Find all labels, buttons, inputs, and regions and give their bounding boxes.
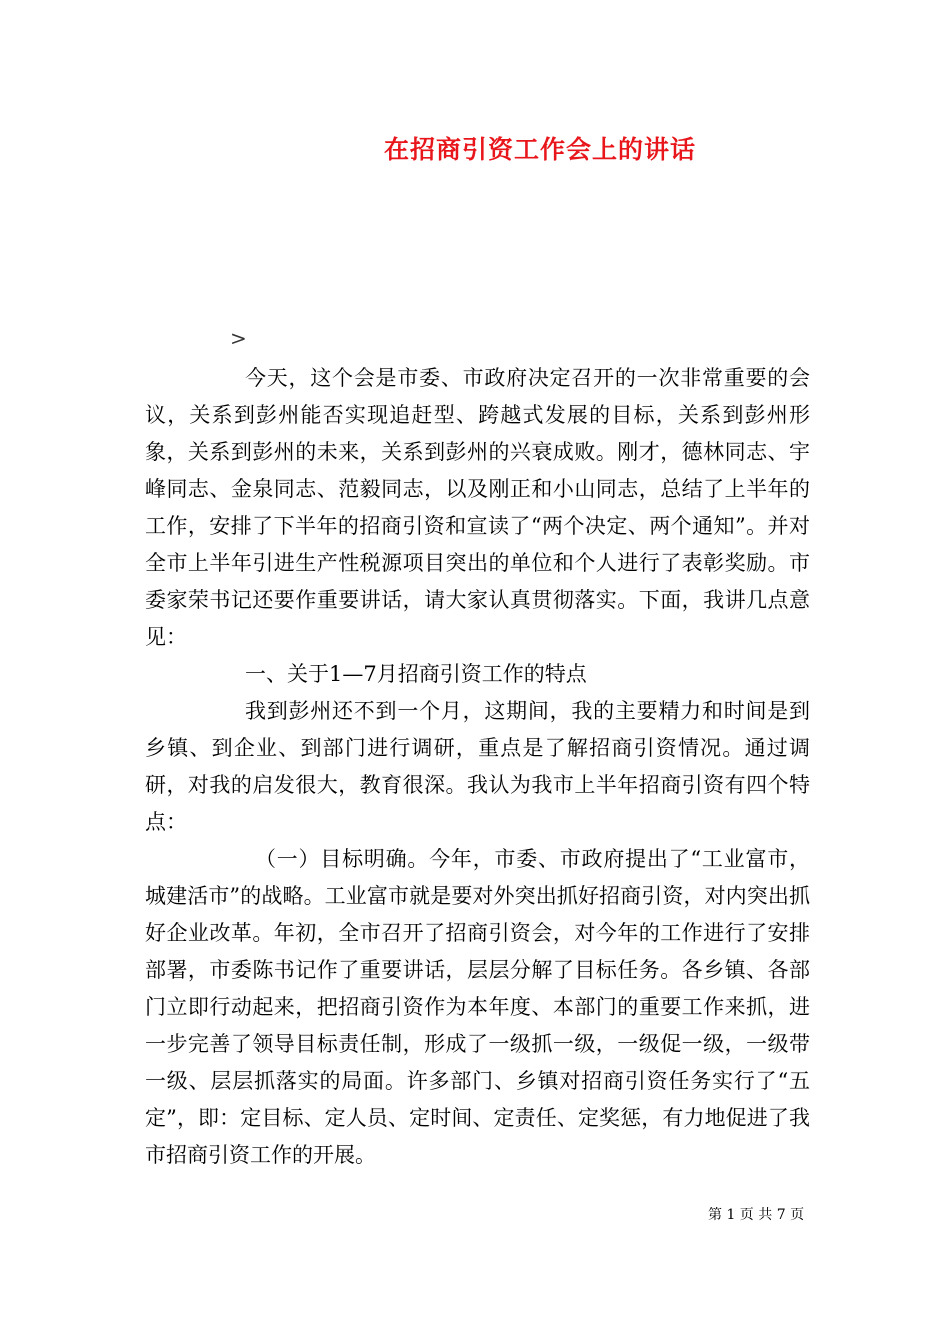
section-heading: 一、关于1—7月招商引资工作的特点 (245, 662, 587, 686)
page-number: 第 1 页 共 7 页 (708, 1207, 805, 1223)
paragraph-point-one: （一）目标明确。今年，市委、市政府提出了“工业富市，城建活市”的战略。工业富市就是要对外突出抓好招商引资，对内突出抓好企业改革。年初，全市召开了招商引资会，对今年的工作进行了安排部署，市委陈书记作了重要讲话，层层分解了目标任务。各乡镇、各部门立即行动起来，把招商引资作为本年度、本部门的重要工作来抓，进一步完善了领导目标责任制，形成了一级抓一级，一级促一级，一级带一级、层层抓落实的局面。许多部门、乡镇对招商引资任务实行了“五定”，即：定目标、定人员、定时间、定责任、定奖惩，有力地促进了我市招商引资工作的开展。 (145, 847, 810, 1167)
bullet-marker: > (230, 326, 247, 350)
document-body (145, 360, 810, 1174)
document-title: 在招商引资工作会上的讲话 (383, 135, 696, 164)
paragraph-intro: 今天，这个会是市委、市政府决定召开的一次非常重要的会议，关系到彭州能否实现追赶型、跨越式发展的目标，关系到彭州形象，关系到彭州的未来，关系到彭州的兴衰成败。刚才，德林同志、宇峰同志、金泉同志、范毅同志，以及刚正和小山同志，总结了上半年的工作，安排了下半年的招商引资和宣读了“两个决定、两个通知”。并对全市上半年引进生产性税源项目突出的单位和个人进行了表彰奖励。市委家荣书记还要作重要讲话，请大家认真贯彻落实。下面，我讲几点意见： (145, 366, 810, 649)
paragraph-observation: 我到彭州还不到一个月，这期间，我的主要精力和时间是到乡镇、到企业、到部门进行调研，重点是了解招商引资情况。通过调研，对我的启发很大，教育很深。我认为我市上半年招商引资有四个特点： (145, 699, 810, 834)
